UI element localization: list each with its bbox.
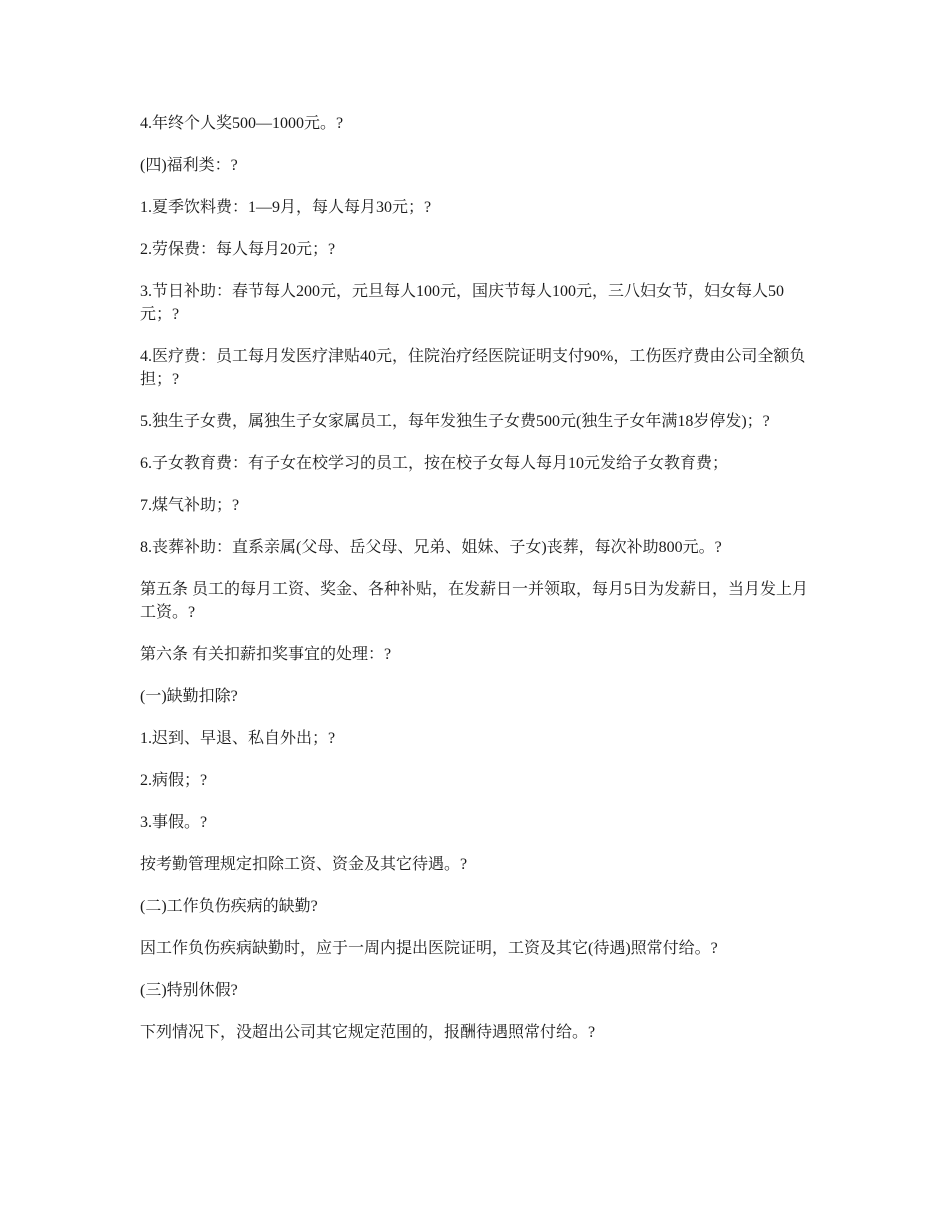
paragraph-summer-drinks: 1.夏季饮料费：1—9月，每人每月30元；? <box>140 199 432 216</box>
document-page <box>140 112 812 1063</box>
paragraph-labor-insurance: 2.劳保费：每人每月20元；? <box>140 241 336 258</box>
paragraph-education-fee: 6.子女教育费：有子女在校学习的员工，按在校子女每人每月10元发给子女教育费； <box>140 455 729 472</box>
paragraph-only-child-fee: 5.独生子女费，属独生子女家属员工，每年发独生子女费500元(独生子女年满18岁停发)；? <box>140 413 770 430</box>
paragraph-article-5: 第五条 员工的每月工资、奖金、各种补贴，在发薪日一并领取，每月5日为发薪日，当月发上月工资。? <box>140 581 809 621</box>
paragraph-article-6: 第六条 有关扣薪扣奖事宜的处理：? <box>140 646 392 663</box>
paragraph-special-leave-rule: 下列情况下，没超出公司其它规定范围的，报酬待遇照常付给。? <box>140 1024 596 1041</box>
paragraph-personal-leave: 3.事假。? <box>140 814 208 831</box>
paragraph-sick-leave: 2.病假；? <box>140 772 208 789</box>
paragraph-funeral-allowance: 8.丧葬补助：直系亲属(父母、岳父母、兄弟、姐妹、子女)丧葬，每次补助800元。? <box>140 539 722 556</box>
paragraph-late-early-leave: 1.迟到、早退、私自外出；? <box>140 730 336 747</box>
paragraph-attendance-rule: 按考勤管理规定扣除工资、资金及其它待遇。? <box>140 856 468 873</box>
paragraph-special-leave-heading: (三)特别休假? <box>140 982 238 999</box>
paragraph-work-injury-heading: (二)工作负伤疾病的缺勤? <box>140 898 318 915</box>
paragraph-welfare-heading: (四)福利类：? <box>140 157 238 174</box>
paragraph-absence-deduction: (一)缺勤扣除? <box>140 688 238 705</box>
paragraph-medical-fee: 4.医疗费：员工每月发医疗津贴40元，住院治疗经医院证明支付90%，工伤医疗费由公司全额负担；? <box>140 348 806 388</box>
paragraph-holiday-allowance: 3.节日补助：春节每人200元，元旦每人100元，国庆节每人100元，三八妇女节，妇女每人50元；? <box>140 283 785 323</box>
paragraph-gas-allowance: 7.煤气补助；? <box>140 497 240 514</box>
paragraph-year-end-bonus: 4.年终个人奖500—1000元。? <box>140 115 344 132</box>
paragraph-work-injury-rule: 因工作负伤疾病缺勤时，应于一周内提出医院证明，工资及其它(待遇)照常付给。? <box>140 940 718 957</box>
